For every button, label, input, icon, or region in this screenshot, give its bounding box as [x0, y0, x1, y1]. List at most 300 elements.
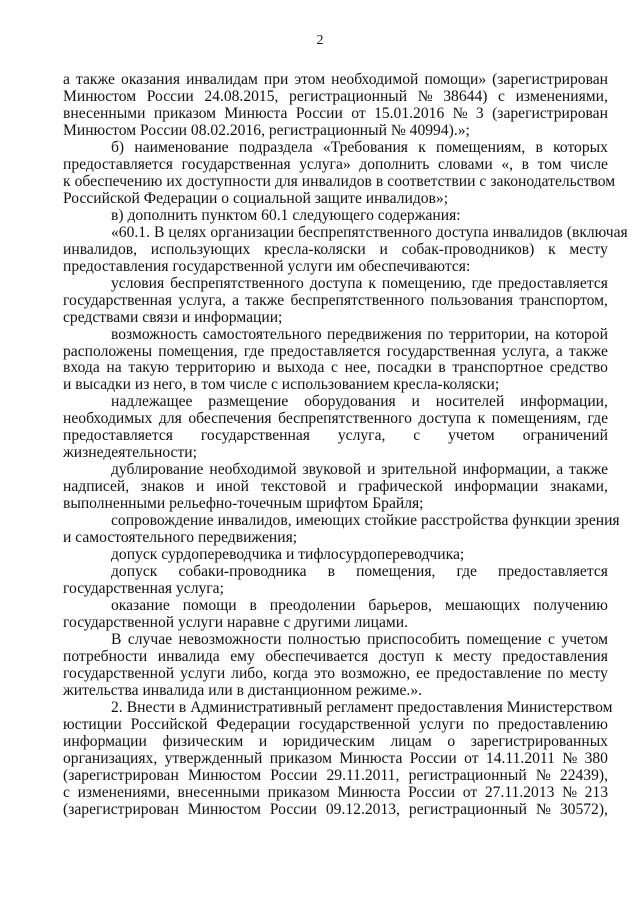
word: текстовой — [260, 478, 327, 496]
word: инвалида — [157, 647, 220, 665]
paragraph — [63, 597, 608, 631]
word: услуга, — [178, 291, 226, 309]
word: а — [63, 71, 70, 88]
word: в — [327, 563, 335, 581]
word: и — [338, 478, 347, 496]
word: расположены — [63, 342, 153, 360]
word: где — [471, 274, 493, 292]
text-line — [63, 410, 608, 427]
word: России — [409, 749, 457, 767]
text-line: средствами связи и информации; — [63, 308, 283, 326]
page-number: 2 — [316, 33, 324, 48]
word: передвижения — [327, 325, 422, 343]
text-line — [63, 461, 608, 478]
word: которой — [555, 325, 608, 343]
word: от — [464, 749, 479, 767]
word: размещение — [208, 393, 289, 411]
word: оборудования — [304, 393, 396, 411]
word: с — [413, 427, 421, 445]
word: дублирование — [111, 461, 204, 479]
word: по — [472, 715, 490, 733]
word: возможно, — [341, 664, 411, 682]
text-line — [63, 241, 608, 258]
word: услуга» — [299, 155, 351, 173]
text-line: Российской Федерации о социальной защите инвалидов»; — [63, 189, 449, 207]
paragraph — [63, 138, 616, 207]
word: беспрепятственного — [298, 223, 432, 241]
word: с — [498, 87, 505, 105]
word: целях — [168, 223, 207, 241]
word: где — [587, 410, 608, 428]
word: государственная — [181, 155, 291, 173]
word: инвалидов — [492, 223, 563, 241]
word: к — [435, 647, 443, 665]
word: доступ — [378, 647, 425, 665]
word: Федерации — [216, 715, 291, 733]
word: регламент — [326, 698, 394, 716]
text-line — [63, 275, 608, 292]
word: полностью — [287, 630, 361, 648]
word: получению — [533, 597, 608, 615]
word: Минюстом — [187, 800, 261, 818]
word: собаки-проводника — [178, 563, 307, 581]
word: с — [479, 172, 487, 190]
word: графической — [358, 478, 443, 496]
word: В — [153, 223, 165, 241]
word: где — [456, 563, 477, 581]
word: № — [562, 749, 578, 767]
text-line — [63, 563, 608, 580]
text-line: предоставления государственной услуги им обеспечиваются: — [63, 257, 471, 275]
word: информации — [63, 732, 147, 750]
word: № — [417, 87, 433, 105]
word: инвалидов, — [63, 240, 138, 258]
word: изменениями, — [77, 783, 170, 801]
word: 24.08.2015, — [204, 87, 279, 105]
word: (включая — [566, 223, 628, 241]
text-line — [63, 223, 628, 241]
word: юстиции — [63, 715, 122, 733]
word: в — [178, 698, 187, 716]
word: предоставляется — [63, 155, 173, 173]
word: предоставляется — [498, 563, 608, 581]
word: когда — [272, 664, 308, 682]
word: организации — [210, 223, 295, 241]
word: доступа — [418, 410, 472, 428]
word: регистрационный — [408, 800, 528, 818]
word: звуковой — [302, 461, 362, 479]
word: Министерством — [506, 698, 613, 716]
word: либо, — [231, 664, 267, 682]
word: изменениями, — [515, 87, 608, 105]
word: (зарегистрирован — [63, 800, 179, 818]
word: надлежащее — [111, 393, 193, 411]
word: Минюстом — [188, 766, 262, 784]
word: учетом — [448, 427, 495, 445]
text-line: Минюстом России 08.02.2016, регистрационный № 40994).»; — [63, 121, 470, 139]
word: помещения, — [158, 342, 238, 360]
word: стойкие — [364, 512, 418, 530]
word: 2. — [111, 698, 123, 716]
word: России — [408, 783, 456, 801]
word: к — [63, 172, 71, 190]
word: обеспечения — [188, 410, 272, 428]
word: информации, — [462, 461, 551, 479]
word: необходимой — [331, 71, 419, 88]
text-line: государственная услуга; — [63, 580, 224, 598]
word: услуги — [180, 664, 226, 682]
word: России — [269, 800, 317, 818]
word: преодолении — [269, 597, 356, 615]
word: 380 — [584, 749, 608, 767]
word: знаками, — [550, 478, 608, 496]
word: 22439), — [559, 766, 608, 784]
word: на — [534, 325, 550, 343]
document-body — [63, 71, 628, 818]
word: (зарегистрирован — [63, 766, 179, 784]
word: утвержденный — [164, 749, 263, 767]
word: и — [379, 240, 388, 258]
word: государственной — [298, 715, 411, 733]
word: предоставления — [502, 647, 608, 665]
word: случае — [127, 630, 173, 648]
word: оказание — [111, 597, 170, 615]
word: (зарегистрирован — [492, 71, 608, 88]
word: учетом — [561, 630, 608, 648]
word: к — [477, 410, 486, 428]
word: в — [249, 597, 257, 615]
text-line — [63, 648, 608, 665]
word: от — [351, 104, 366, 122]
word: и — [196, 478, 205, 496]
text-line — [63, 139, 608, 156]
word: предоставляется — [63, 427, 173, 445]
word: Минюста — [337, 783, 401, 801]
word: (зарегистрирован — [492, 104, 608, 122]
word: обеспечивается — [265, 647, 369, 665]
word: 38644) — [443, 87, 488, 105]
word: государственная — [386, 342, 496, 360]
word: надписей, — [63, 478, 130, 496]
word: к — [368, 274, 376, 292]
word: где — [243, 342, 265, 360]
word: в — [521, 155, 529, 173]
word: также — [569, 461, 608, 479]
word: необходимой — [209, 461, 297, 479]
word: № — [562, 783, 577, 801]
word: внесенными — [63, 104, 146, 122]
word: помещение — [466, 630, 542, 648]
text-line — [63, 665, 608, 682]
word: территорию — [175, 359, 256, 377]
word: месту — [569, 240, 608, 258]
word: сопровождение — [111, 512, 214, 530]
text-line — [63, 512, 620, 530]
word: а — [232, 291, 239, 309]
word: возможность — [111, 325, 198, 343]
text-line — [63, 698, 613, 716]
text-line — [63, 393, 608, 410]
text-line: жизнедеятельности; — [63, 444, 197, 462]
word: которых — [553, 138, 608, 156]
word: инвалидам — [186, 71, 258, 88]
word: с — [331, 359, 338, 377]
word: в — [535, 138, 543, 156]
word: собак-проводников) — [401, 240, 535, 258]
word: Внести — [126, 698, 175, 716]
word: услуга, — [502, 342, 550, 360]
word: услуга, — [337, 427, 386, 445]
word: обеспечению — [74, 172, 163, 190]
word: мешающих — [444, 597, 521, 615]
paragraph — [63, 546, 608, 563]
word: знаков — [140, 478, 185, 496]
word: помещениям, — [491, 410, 581, 428]
word: к — [418, 138, 426, 156]
paragraph — [63, 207, 608, 224]
text-line — [63, 716, 608, 733]
word: иной — [216, 478, 249, 496]
word: помощи — [182, 597, 237, 615]
word: самостоятельного — [202, 325, 322, 343]
word: приказом — [267, 783, 330, 801]
word: приказом — [153, 104, 217, 122]
word: месту — [453, 647, 492, 665]
word: 30572), — [559, 800, 608, 818]
word: допуск — [111, 563, 158, 581]
word: ее — [416, 664, 430, 682]
text-line — [63, 427, 608, 444]
word: функции — [512, 512, 571, 530]
word: юридическим — [282, 732, 375, 750]
word: 14.11.2011 — [485, 749, 555, 767]
text-line: и высадки из него, в том числе с использованием кресла-коляски; — [63, 376, 500, 394]
word: такую — [128, 359, 170, 377]
word: с — [63, 783, 70, 801]
text-line — [63, 156, 608, 173]
word: России — [295, 104, 343, 122]
word: государственная — [63, 291, 173, 309]
text-line — [63, 631, 608, 648]
word: нее, — [344, 359, 371, 377]
word: невозможности — [178, 630, 282, 648]
text-line — [63, 343, 608, 360]
word: зрительной — [381, 461, 457, 479]
word: по — [547, 664, 564, 682]
word: территории, — [448, 325, 530, 343]
word: подраздела — [238, 138, 313, 156]
word: государственной — [63, 664, 175, 682]
word: числе — [570, 155, 608, 173]
text-line — [63, 71, 608, 88]
text-line — [63, 88, 608, 105]
word: этом — [294, 71, 326, 88]
word: необходимых — [63, 410, 153, 428]
word: средство — [549, 359, 608, 377]
word: физическим — [162, 732, 244, 750]
word: законодательством — [490, 172, 616, 190]
word: с — [548, 630, 555, 648]
word: 3 — [475, 104, 484, 122]
word: Минюстом — [63, 87, 137, 105]
word: наименование — [134, 138, 229, 156]
word: и — [367, 461, 376, 479]
paragraph — [63, 461, 608, 512]
word: расстройства — [421, 512, 509, 530]
word: это — [313, 664, 336, 682]
paragraph — [63, 223, 628, 275]
word: на — [106, 359, 122, 377]
word: к — [548, 240, 556, 258]
text-line: выполненными рельефно-точечным шрифтом Брайля; — [63, 495, 424, 513]
word: б) — [111, 138, 125, 156]
word: также — [75, 71, 115, 88]
text-line: государственной услуги наравне с другими лицами. — [63, 614, 408, 631]
word: барьеров, — [368, 597, 432, 615]
word: их — [166, 172, 183, 190]
word: доступа — [435, 223, 489, 241]
word: оказания — [121, 71, 181, 88]
word: транспортом, — [519, 291, 608, 309]
word: использующих — [150, 240, 251, 258]
word: а — [555, 342, 563, 360]
word: организациях, — [63, 749, 158, 767]
word: № — [535, 800, 551, 818]
word: приспособить — [367, 630, 460, 648]
word: входа — [63, 359, 100, 377]
word: зарегистрированных — [470, 732, 608, 750]
word: Административный — [190, 698, 323, 716]
word: инвалидов — [301, 172, 372, 190]
text-line: допуск сурдопереводчика и тифлосурдопереводчика; — [111, 546, 465, 564]
word: по — [427, 325, 444, 343]
word: регистрационный — [289, 87, 408, 105]
word: № — [452, 104, 468, 122]
word: условия — [111, 274, 165, 292]
word: информации — [454, 478, 539, 496]
text-line — [63, 359, 608, 376]
word: В — [111, 630, 122, 648]
word: внесенными — [177, 783, 260, 801]
word: предоставления — [397, 698, 503, 716]
word: помещения, — [356, 563, 436, 581]
word: помещению, — [381, 274, 466, 292]
word: беспрепятственного — [290, 291, 425, 309]
word: пользования — [430, 291, 514, 309]
word: «, — [501, 155, 514, 173]
word: о — [447, 732, 456, 750]
word: носителей — [435, 393, 505, 411]
word: соответствии — [387, 172, 476, 190]
word: № — [535, 766, 551, 784]
word: «Требования — [322, 138, 408, 156]
word: предоставление — [435, 664, 542, 682]
word: словами — [437, 155, 493, 173]
word: дополнить — [359, 155, 430, 173]
word: 213 — [584, 783, 608, 801]
word: 27.11.2013 — [484, 783, 555, 801]
paragraph — [63, 393, 608, 461]
word: зрения — [574, 512, 620, 530]
word: потребности — [63, 647, 148, 665]
word: а — [556, 461, 564, 479]
word: Минюста — [224, 104, 288, 122]
word: 15.01.2016 — [374, 104, 445, 122]
word: беспрепятственного — [278, 410, 412, 428]
word: предоставляется — [270, 342, 381, 360]
word: кресла-коляски — [264, 240, 366, 258]
text-line: в) дополнить пунктом 60.1 следующего содержания: — [111, 206, 461, 224]
word: также — [245, 291, 285, 309]
word: и — [262, 359, 271, 377]
word: ему — [230, 647, 255, 665]
word: месту — [569, 664, 608, 682]
word: приказом — [269, 749, 332, 767]
word: предоставлению — [497, 715, 608, 733]
word: доступности — [186, 172, 271, 190]
word: Российской — [130, 715, 208, 733]
word: и — [411, 393, 420, 411]
word: России — [270, 766, 318, 784]
word: Минюста — [339, 749, 403, 767]
paragraph — [63, 512, 620, 547]
paragraph — [63, 326, 608, 394]
word: посадки — [377, 359, 432, 377]
text-line — [63, 478, 608, 495]
text-line — [63, 767, 608, 784]
text-line — [63, 326, 608, 343]
word: том — [537, 155, 562, 173]
text-line — [63, 733, 608, 750]
text-line: жительства инвалида или в дистанционном режиме.». — [63, 681, 423, 699]
paragraph — [63, 698, 613, 818]
word: информации, — [520, 393, 608, 411]
text-line — [63, 784, 608, 801]
paragraph — [63, 71, 608, 139]
text-line — [63, 172, 616, 190]
word: имеющих — [295, 512, 361, 530]
word: ограничений — [522, 427, 608, 445]
word: также — [568, 342, 608, 360]
word: России — [146, 87, 194, 105]
text-line — [63, 750, 608, 767]
word: помещениям, — [436, 138, 526, 156]
word: услуги — [418, 715, 464, 733]
word: для — [158, 410, 182, 428]
word: «60.1. — [111, 223, 150, 241]
word: от — [462, 783, 478, 801]
word: лицам — [390, 732, 432, 750]
word: в — [375, 172, 384, 190]
word: транспортное — [452, 359, 544, 377]
word: и — [258, 732, 268, 750]
paragraph — [63, 563, 608, 597]
text-line: и самостоятельного передвижения; — [63, 529, 298, 547]
paragraph — [63, 631, 608, 699]
word: в — [438, 359, 446, 377]
word: доступа — [309, 274, 363, 292]
word: помощи» — [424, 71, 487, 88]
word: инвалидов, — [217, 512, 292, 530]
text-line — [63, 105, 608, 122]
word: выхода — [277, 359, 325, 377]
word: беспрепятственного — [170, 274, 304, 292]
word: для — [274, 172, 298, 190]
paragraph — [63, 275, 608, 326]
text-line — [63, 597, 608, 614]
word: регистрационный — [408, 766, 527, 784]
text-line — [63, 801, 608, 818]
